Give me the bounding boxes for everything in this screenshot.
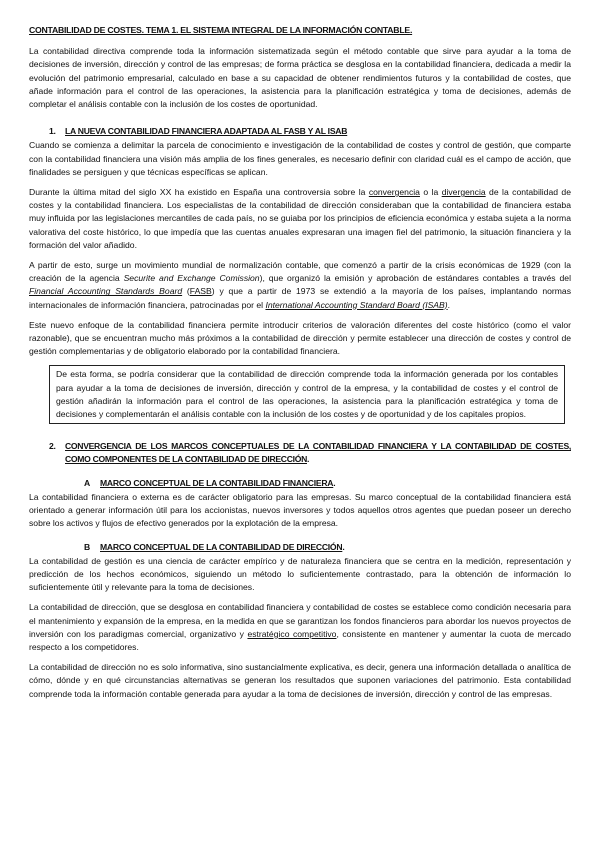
text-run: A partir de esto, surge un movimiento mundial de normalización contable, que comenzó a partir de la crisis económicas de 1929 (con la creación de la agencia	[29, 260, 571, 284]
term-sec: Securite and Exchange Comission	[123, 273, 260, 284]
text-run: .	[447, 299, 451, 310]
term-convergencia: convergencia	[368, 187, 420, 198]
section-1-paragraph-3	[29, 259, 571, 312]
text-run: ), que organizó la emisión y aprobación de estándares contables a través del	[259, 273, 571, 284]
subsection-b-title: MARCO CONCEPTUAL DE LA CONTABILIDAD DE DIRECCIÓN	[100, 541, 343, 552]
text-run: ) y que a partir de 1973 se extendió a la mayoría de los países, implantando normas internacionales de información financiera, patrocinadas por el	[29, 286, 571, 310]
subsection-b-paragraph-2	[29, 601, 571, 654]
title-dot: .	[409, 25, 413, 35]
highlight-box: De esta forma, se podría considerar que la contabilidad de dirección comprende toda la información generada por los contables para ayudar a la toma de decisiones de inversión, dirección y control de la empresa, y la contabilidad de costes y el control de gestión añadirán la información para el control de las operaciones, la asistencia para la planificación estratégica y toma de decisiones y complementarán el análisis contable con la inclusión de los costes y de oportunidad y de los capitales propios.	[49, 365, 565, 424]
subsection-b-letter: B	[84, 541, 90, 552]
section-1-heading	[29, 125, 571, 138]
section-1-number: 1.	[49, 126, 56, 137]
document-title	[29, 24, 571, 37]
term-divergencia: divergencia	[441, 187, 486, 198]
term-fasb: FASB	[189, 286, 212, 297]
text-run: , consistente en mantener y aumentar la cuota de mercado respecto a los competidores.	[29, 628, 571, 652]
section-2-title-text: CONVERGENCIA DE LOS MARCOS CONCEPTUALES DE LA CONTABILIDAD FINANCIERA Y LA CONTABILIDAD DE COSTES, COMO COMPONENTES DE LA CONTABILIDAD DE DIRECCIÓN	[65, 441, 571, 465]
text-run: de la contabilidad de costes y la contabilidad financiera. Los especialistas de la contabilidad de dirección consideraban que la contabilidad de financiera estaba muy influida por las legislaciones mercantiles de cada país, no se guiaba por los principios de eficiencia económica y estaba sujeta a la norma valorativa del coste histórico, lo que impedía que las cuentas anuales expresaran una imagen fiel del patrimonio, la situación financiera y la formación del valor añadido.	[29, 187, 571, 250]
text-run: Durante la última mitad del siglo XX ha existido en España una controversia sobre la	[29, 187, 369, 198]
section-1-paragraph-4: Este nuevo enfoque de la contabilidad financiera permite introducir criterios de valoración diferentes del coste histórico (como el valor razonable), que se encuentran mucho más próximos a la contabilidad de dirección y permite establecer una dirección de costes y control de gestión complementarias y de obligatorio elaborado por la contabilidad financiera.	[29, 319, 571, 357]
section-1-paragraph-1: Cuando se comienza a delimitar la parcela de conocimiento e investigación de la contabilidad de costes y control de gestión, que comparte con la contabilidad financiera una visión más amplia de los fines generales, es necesario definir con claridad cuál es el campo de acción, que finalidades se persiguen y que técnicas específicas se aplican.	[29, 140, 571, 177]
subsection-a-heading	[84, 477, 571, 490]
subsection-b-paragraph-1: La contabilidad de gestión es una ciencia de carácter empírico y de naturaleza financiera que se centra en la medición, representación y predicción de los hechos económicos, siguiendo un método lo suficientemente contrastado, para la obtención de información lo suficientemente útil y relevante para la toma de decisiones.	[29, 555, 571, 593]
text-run: (	[182, 286, 190, 297]
subsection-a-paragraph-1: La contabilidad financiera o externa es de carácter obligatorio para las empresas. Su marco conceptual de la contabilidad financiera está orientado a generar información útil para los accionistas, nuevos inversores y todos aquellos otros agentes que puedan poseer un derecho sobre los activos y flujos de efectivo generados por la explotación de la empresa.	[29, 491, 571, 529]
subsection-b-heading	[84, 541, 571, 554]
section-1-paragraph-2	[29, 186, 571, 252]
section-2-title	[65, 440, 571, 466]
subsection-b-paragraph-3: La contabilidad de dirección no es solo informativa, sino sustancialmente explicativa, es decir, genera una información detallada o analítica de cómo, dónde y en qué circunstancias alternativas se generan los resultados que suponen variaciones del patrimonio. Esta contabilidad comprende toda la información contable generada para ayudar a la toma de decisiones de inversión, dirección y control de las empresas.	[29, 662, 571, 699]
text-run: o la	[419, 187, 442, 198]
section-2-heading	[49, 440, 571, 466]
text-run: La contabilidad de dirección, que se desglosa en contabilidad financiera y contabilidad de costes se establece como condición necesaria para el mantenimiento y expansión de la empresa, en la medida en que se garantizan los fondos financieros para abordar los nuevos proyectos de inversión con los paradigmas comercial, organizativo y	[29, 602, 571, 639]
term-estrategico-competitivo: estratégico competitivo	[247, 628, 337, 639]
subsection-a-letter: A	[84, 477, 90, 488]
term-isab: International Accounting Standard Board (ISAB)	[265, 299, 448, 310]
section-2-number: 2.	[49, 441, 56, 452]
subsection-a-title: MARCO CONCEPTUAL DE LA CONTABILIDAD FINANCIERA	[100, 477, 334, 488]
section-1-title: LA NUEVA CONTABILIDAD FINANCIERA ADAPTADA AL FASB Y AL ISAB	[65, 126, 348, 137]
title-text: CONTABILIDAD DE COSTES. TEMA 1. EL SISTEMA INTEGRAL DE LA INFORMACIÓN CONTABLE	[29, 25, 410, 35]
subsection-b-dot: .	[342, 541, 345, 552]
section-2-title-dot: .	[306, 454, 310, 465]
intro-paragraph: La contabilidad directiva comprende toda la información sistematizada según el método contable que sirve para ayudar a la toma de decisiones de inversión, dirección y control de las empresas; de forma práctica se desglosa en la contabilidad financiera, dedicada a medir la evolución del patrimonio empresarial, calculado en base a su capacidad de obtener rendimientos futuros y la contabilidad de costes, que añade información para el control de las operaciones, la asistencia para la planificación estratégica y toma de decisiones, además de completar el análisis contable con la inclusión de los costes de oportunidad.	[29, 46, 571, 110]
subsection-a-dot: .	[333, 477, 336, 488]
term-fasb-full: Financial Accounting Standards Board	[29, 286, 183, 297]
